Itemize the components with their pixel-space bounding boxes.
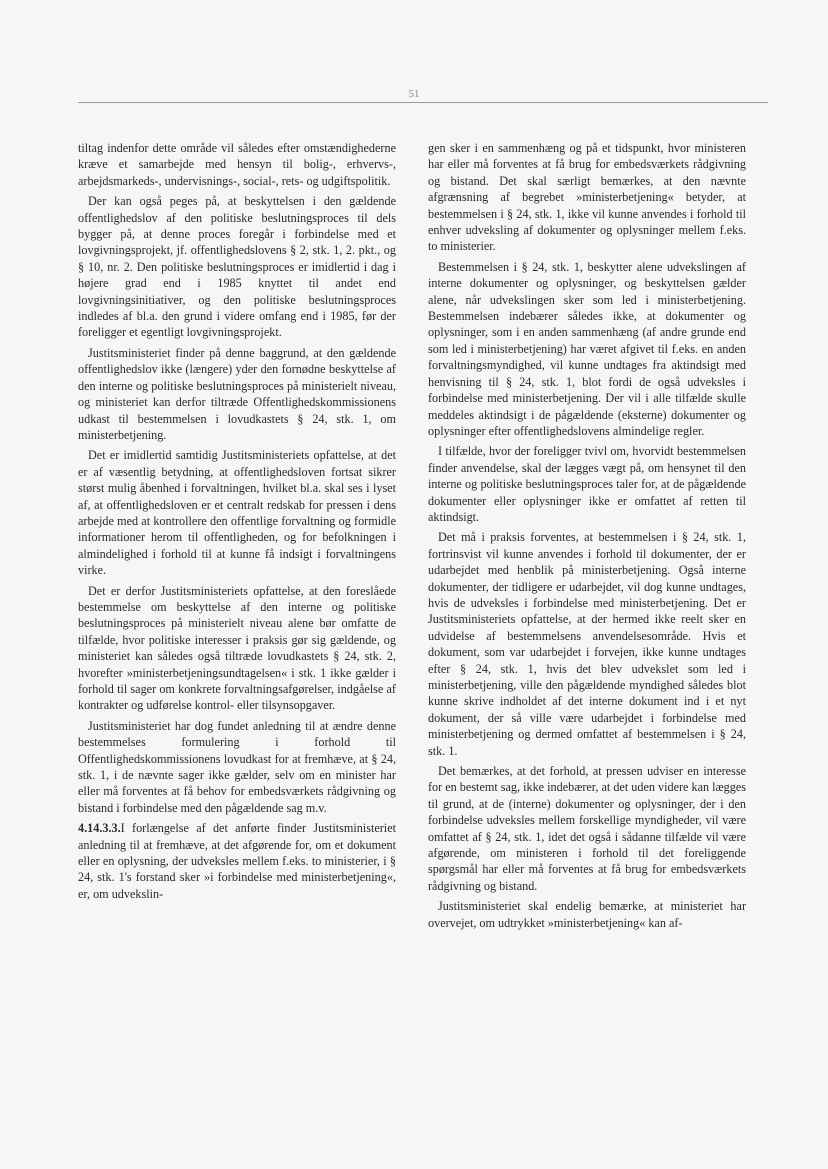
paragraph: Det bemærkes, at det forhold, at pressen udviser en interesse for en bestemt sag, ikke indebærer, at det uden videre kan lægges til grund, at de (interne) dokumenter og oplysninger, der i den forbindelse udveksles mellem forskellige myndigheder, vil være omfattet af § 24, stk. 1, idet det også i sådanne tilfælde vil være afgørende, om ministeren i forhold til det foreliggende spørgsmål har eller må forventes at få brug for embedsværkets rådgivning og bistand.: [428, 764, 746, 893]
paragraph: Justitsministeriet skal endelig bemærke, at ministeriet har overvejet, om udtrykket »ministerbetjening« kan af-: [428, 899, 746, 930]
paragraph: Justitsministeriet har dog fundet anledning til at ændre denne bestemmelses formulering i forhold til Offentlighedskommissionens lovudkast for at fremhæve, at § 24, stk. 1, i de nævnte sager ikke gælder, selv om en minister har eller må forventes at få behov for embedsværkets rådgivning og bistand i forbindelse med den pågældende sag m.v.: [78, 718, 396, 815]
paragraph: Det må i praksis forventes, at bestemmelsen i § 24, stk. 1, fortrinsvist vil kunne anvendes i forhold til dokumenter, der er udarbejdet med henblik på ministerbetjening. Også interne dokumenter, der tidligere er udarbejdet, vil dog kunne undtages, hvis de udveksles i forbindelse med ministerbetjening. Det er Justitsministeriets opfattelse, at der hermed ikke reelt sker en udvidelse af bestemmelsens anvendelsesområde. Hvis et dokument, som var udarbejdet i forvejen, ikke kunne undtages efter § 24, stk. 1, hvis det blev udvekslet som led i ministerbetjening, ville den pågældende myndighed således blot kunne skrive indholdet af det interne dokument ind i et nyt dokument, der så ville være udarbejdet i forbindelse med ministerbetjening og dermed omfattet af bestemmelsen i § 24, stk. 1.: [428, 530, 746, 758]
paragraph: tiltag indenfor dette område vil således efter omstændighederne kræve et samarbejde med hensyn til bolig-, erhvervs-, arbejdsmarkeds-, undervisnings-, social-, rets- og udgiftspolitik.: [78, 141, 396, 188]
paragraph: Det er imidlertid samtidig Justitsministeriets opfattelse, at det er af væsentlig betydning, at offentlighedsloven fortsat sikrer størst mulig åbenhed i forvaltningen, hvilket bl.a. skal ses i lyset af, at offentlighedsloven er et centralt redskab for pressen i dens arbejde med at kontrollere den offentlige forvaltning og formidle informationer herom til offentligheden, og for befolkningen i almindelighed i forhold til at kunne få indsigt i forvaltningens virke.: [78, 448, 396, 578]
header-rule: [78, 102, 768, 103]
right-column: [428, 140, 746, 935]
paragraph: Der kan også peges på, at beskyttelsen i den gældende offentlighedslov af den politiske beslutningsproces til dels bygger på, at denne proces foregår i forbindelse med et lovgivningsprojekt, jf. offentlighedslovens § 2, stk. 1, 2. pkt., og § 10, nr. 2. Den politiske beslutningsproces er imidlertid i dag i højere grad end i 1985 knyttet til andet end lovgivningsinitiativer, og den politiske beslutningsproces indledes af bl.a. den grund i videre omfang end i 1985, før der foreligger et egentligt lovgivningsprojekt.: [78, 194, 396, 340]
section-number: 4.14.3.3.: [78, 821, 121, 836]
page-number: 51: [408, 88, 420, 100]
paragraph: Det er derfor Justitsministeriets opfattelse, at den foreslåede bestemmelse om beskyttelse af den interne og politiske beslutningsproces på ministerielt niveau alene bør omfatte de tilfælde, hvor politiske interesser i praksis gør sig gældende, og ministeriet kan således også tiltræde lovudkastets § 24, stk. 2, hvorefter »ministerbetjeningsundtagelsen« i stk. 1 ikke gælder i forhold til sager om konkrete forvaltningsafgørelser, indgåelse af kontrakter og udførelse kontrol- eller tilsynsopgaver.: [78, 583, 396, 713]
paragraph: Bestemmelsen i § 24, stk. 1, beskytter alene udvekslingen af interne dokumenter og oplysninger, og beskyttelsen gælder alene, når udvekslingen sker som led i ministerbetjening. Bestemmelsen indebærer således ikke, at dokumenter og oplysninger, som i en anden sammenhæng (af andre grunde end som led i ministerbetjening) har været afgivet til f.eks. en anden forvaltningsmyndighed, vil kunne undtages fra aktindsigt med henvisning til § 24, stk. 1, blot fordi de også udveksles i forbindelse med ministerbetjening. Der vil i alle tilfælde skulle meddeles aktindsigt i de pågældende (eksterne) dokumenter og oplysninger efter offentlighedslovens almindelige regler.: [428, 259, 746, 438]
paragraph: I tilfælde, hvor der foreligger tvivl om, hvorvidt bestemmelsen finder anvendelse, skal der lægges vægt på, om hensynet til den interne og politiske beslutningsproces taler for, at de pågældende dokumenter eller oplysninger ikke er omfattet af retten til aktindsigt.: [428, 444, 746, 524]
section-text: I forlængelse af det anførte finder Justitsministeriet anledning til at fremhæve, at det afgørende for, om et dokument eller en oplysning, der udveksles mellem f.eks. to ministerier, i § 24, stk. 1's forstand sker »i forbindelse med ministerbetjening«, er, om udvekslin-: [78, 821, 396, 901]
left-column: [78, 140, 396, 906]
section-paragraph: [78, 820, 396, 902]
paragraph: Justitsministeriet finder på denne baggrund, at den gældende offentlighedslov ikke (længere) yder den fornødne beskyttelse af den interne og politiske beslutningsproces på ministerielt niveau, og ministeriet kan derfor tiltræde Offentlighedskommissionens udkast til bestemmelsen i lovudkastets § 24, stk. 1, om ministerbetjening.: [78, 345, 396, 442]
paragraph: gen sker i en sammenhæng og på et tidspunkt, hvor ministeren har eller må forventes at få brug for embedsværkets rådgivning og bistand. Det skal særligt bemærkes, at den nævnte afgrænsning af begrebet »ministerbetjening« betyder, at bestemmelsen i § 24, stk. 1, ikke vil kunne anvendes i forhold til enhver udveksling af dokumenter og oplysninger mellem f.eks. to ministerier.: [428, 141, 746, 254]
